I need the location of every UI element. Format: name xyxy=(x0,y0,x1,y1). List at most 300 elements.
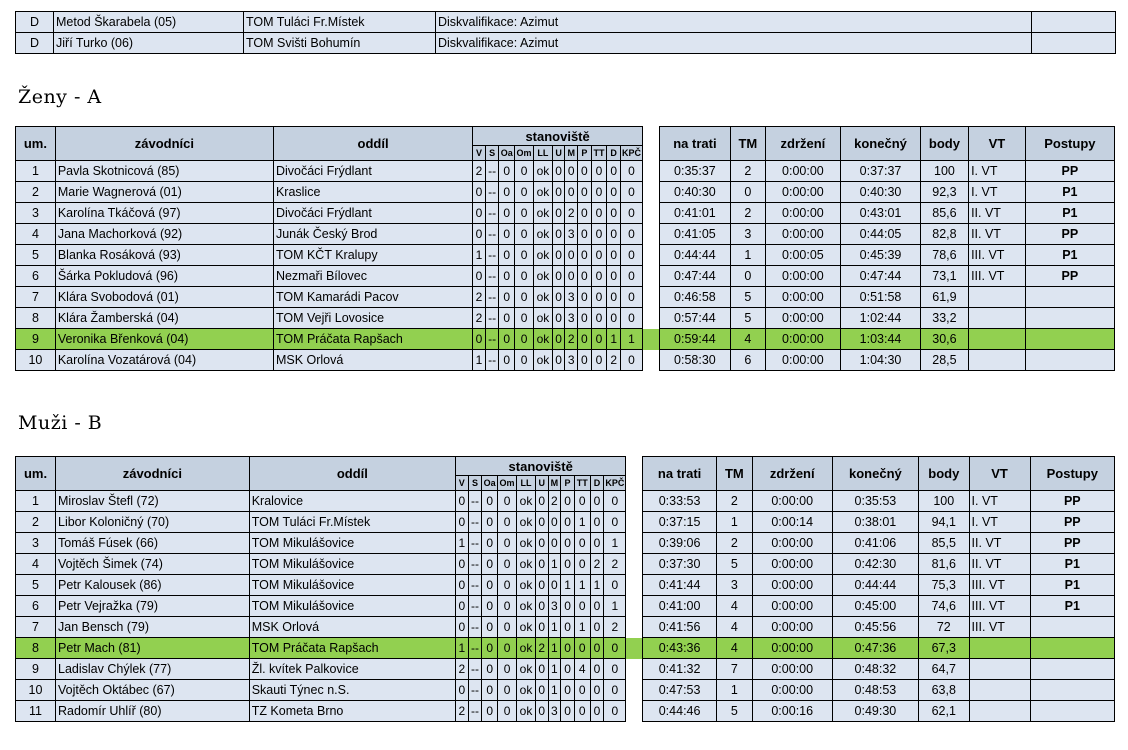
station-cell-d: 0 xyxy=(607,287,621,308)
competitor-cell: Karolína Tkáčová (97) xyxy=(55,203,273,224)
station-cell-m: 0 xyxy=(565,182,578,203)
time-on-course-cell: 0:37:30 xyxy=(643,554,717,575)
station-cell-p: 0 xyxy=(561,491,575,512)
station-cell-v: 0 xyxy=(456,575,469,596)
station-cell-u: 0 xyxy=(552,266,565,287)
club-cell: TOM Mikulášovice xyxy=(249,554,455,575)
station-cell-oa: 0 xyxy=(499,308,515,329)
header-station-ll: LL xyxy=(533,146,552,161)
station-cell-s: -- xyxy=(485,203,499,224)
vt-cell: II. VT xyxy=(969,203,1026,224)
station-cell-kpč: 1 xyxy=(604,533,626,554)
station-cell-kpč: 0 xyxy=(620,287,642,308)
station-cell-ll: ok xyxy=(517,512,536,533)
final-time-cell: 0:47:44 xyxy=(841,266,921,287)
station-cell-oa: 0 xyxy=(482,659,498,680)
gap-cell xyxy=(626,659,643,680)
vt-cell: III. VT xyxy=(969,617,1030,638)
header-konecny: konečný xyxy=(832,457,918,491)
tm-cell: 5 xyxy=(731,287,766,308)
time-on-course-cell: 0:59:44 xyxy=(659,329,730,350)
station-cell-ll: ok xyxy=(533,350,552,371)
competitor-cell: Metod Škarabela (05) xyxy=(54,12,244,33)
delay-cell: 0:00:00 xyxy=(765,308,841,329)
header-um: um. xyxy=(16,127,56,161)
station-cell-tt: 0 xyxy=(591,245,607,266)
station-cell-u: 0 xyxy=(552,161,565,182)
vt-cell: III. VT xyxy=(969,596,1030,617)
station-cell-m: 0 xyxy=(565,266,578,287)
station-cell-m: 0 xyxy=(548,533,561,554)
table-row xyxy=(16,680,1115,701)
station-cell-d: 0 xyxy=(607,203,621,224)
header-station-p: P xyxy=(561,476,575,491)
header-competitor: závodníci xyxy=(55,127,273,161)
station-cell-oa: 0 xyxy=(499,161,515,182)
station-cell-u: 0 xyxy=(552,287,565,308)
station-cell-om: 0 xyxy=(498,638,517,659)
station-cell-v: 0 xyxy=(456,617,469,638)
points-cell: 100 xyxy=(919,491,970,512)
station-cell-v: 0 xyxy=(473,224,486,245)
station-cell-m: 1 xyxy=(548,659,561,680)
club-cell: TOM KČT Kralupy xyxy=(273,245,472,266)
header-gap xyxy=(626,457,643,491)
table-row xyxy=(16,350,1115,371)
header-club: oddíl xyxy=(249,457,455,491)
station-cell-om: 0 xyxy=(515,203,534,224)
vt-cell: I. VT xyxy=(969,491,1030,512)
station-cell-s: -- xyxy=(468,596,482,617)
points-cell: 67,3 xyxy=(919,638,970,659)
station-cell-kpč: 0 xyxy=(620,350,642,371)
station-cell-oa: 0 xyxy=(499,266,515,287)
header-station-d: D xyxy=(590,476,604,491)
vt-cell xyxy=(969,680,1030,701)
delay-cell: 0:00:00 xyxy=(752,575,832,596)
station-cell-tt: 4 xyxy=(574,659,590,680)
delay-cell: 0:00:00 xyxy=(765,266,841,287)
header-tm: TM xyxy=(716,457,752,491)
gap-cell xyxy=(643,182,660,203)
header-station-tt: TT xyxy=(591,146,607,161)
table-row xyxy=(16,308,1115,329)
advance-cell xyxy=(1030,617,1114,638)
vt-cell: I. VT xyxy=(969,512,1030,533)
vt-cell: III. VT xyxy=(969,245,1026,266)
final-time-cell: 1:02:44 xyxy=(841,308,921,329)
points-cell: 30,6 xyxy=(920,329,968,350)
delay-cell: 0:00:00 xyxy=(752,554,832,575)
station-cell-m: 3 xyxy=(565,350,578,371)
station-cell-tt: 0 xyxy=(591,224,607,245)
header-competitor: závodníci xyxy=(56,457,250,491)
gap-cell xyxy=(626,596,643,617)
delay-cell: 0:00:16 xyxy=(752,701,832,722)
delay-cell: 0:00:00 xyxy=(752,617,832,638)
club-cell: TZ Kometa Brno xyxy=(249,701,455,722)
station-cell-oa: 0 xyxy=(499,329,515,350)
advance-cell xyxy=(1025,287,1114,308)
final-time-cell: 0:41:06 xyxy=(832,533,918,554)
header-station-u: U xyxy=(552,146,565,161)
station-cell-s: -- xyxy=(468,659,482,680)
note-cell: Diskvalifikace: Azimut xyxy=(436,12,1032,33)
club-cell: TOM Kamarádi Pacov xyxy=(273,287,472,308)
final-time-cell: 1:03:44 xyxy=(841,329,921,350)
station-cell-v: 2 xyxy=(456,701,469,722)
tm-cell: 1 xyxy=(731,245,766,266)
station-cell-m: 0 xyxy=(565,161,578,182)
station-cell-kpč: 2 xyxy=(604,554,626,575)
station-cell-oa: 0 xyxy=(499,224,515,245)
header-na-trati: na trati xyxy=(659,127,730,161)
results-table-zeny xyxy=(15,126,1115,371)
station-cell-p: 0 xyxy=(561,533,575,554)
station-cell-om: 0 xyxy=(498,659,517,680)
final-time-cell: 0:48:32 xyxy=(832,659,918,680)
rank-cell: 2 xyxy=(16,182,56,203)
station-cell-kpč: 1 xyxy=(620,329,642,350)
station-cell-s: -- xyxy=(485,161,499,182)
station-cell-s: -- xyxy=(485,182,499,203)
station-cell-v: 1 xyxy=(456,638,469,659)
advance-cell: P1 xyxy=(1025,245,1114,266)
station-cell-om: 0 xyxy=(515,329,534,350)
club-cell: Divočáci Frýdlant xyxy=(273,203,472,224)
points-cell: 61,9 xyxy=(920,287,968,308)
rank-cell: 6 xyxy=(16,596,56,617)
station-cell-u: 2 xyxy=(535,638,548,659)
competitor-cell: Vojtěch Oktábec (67) xyxy=(56,680,250,701)
advance-cell: PP xyxy=(1030,533,1114,554)
vt-cell: I. VT xyxy=(969,161,1026,182)
header-zdrzeni: zdržení xyxy=(765,127,841,161)
rank-cell: 4 xyxy=(16,224,56,245)
station-cell-p: 0 xyxy=(578,329,592,350)
header-vt: VT xyxy=(969,457,1030,491)
table-row xyxy=(16,287,1115,308)
tm-cell: 7 xyxy=(716,659,752,680)
station-cell-tt: 0 xyxy=(591,203,607,224)
delay-cell: 0:00:05 xyxy=(765,245,841,266)
advance-cell: PP xyxy=(1025,224,1114,245)
table-row xyxy=(16,329,1115,350)
station-cell-u: 0 xyxy=(535,512,548,533)
points-cell: 100 xyxy=(920,161,968,182)
rank-cell: 1 xyxy=(16,491,56,512)
station-cell-tt: 0 xyxy=(574,638,590,659)
header-station-v: V xyxy=(473,146,486,161)
rank-cell: D xyxy=(16,33,54,54)
table-row xyxy=(16,575,1115,596)
station-cell-d: 0 xyxy=(590,512,604,533)
tm-cell: 1 xyxy=(716,512,752,533)
station-cell-d: 0 xyxy=(607,245,621,266)
header-station-s: S xyxy=(468,476,482,491)
station-cell-d: 0 xyxy=(590,596,604,617)
empty-cell xyxy=(1032,12,1116,33)
station-cell-ll: ok xyxy=(533,182,552,203)
table-row xyxy=(16,701,1115,722)
rank-cell: 8 xyxy=(16,638,56,659)
station-cell-kpč: 0 xyxy=(604,491,626,512)
station-cell-m: 3 xyxy=(565,224,578,245)
station-cell-d: 0 xyxy=(590,659,604,680)
header-station-ll: LL xyxy=(517,476,536,491)
table-row xyxy=(16,659,1115,680)
station-cell-m: 3 xyxy=(548,596,561,617)
vt-cell xyxy=(969,329,1026,350)
table-row xyxy=(16,638,1115,659)
time-on-course-cell: 0:57:44 xyxy=(659,308,730,329)
header-vt: VT xyxy=(969,127,1026,161)
rank-cell: 7 xyxy=(16,617,56,638)
rank-cell: 6 xyxy=(16,266,56,287)
header-stanoviste: stanoviště xyxy=(473,127,643,146)
station-cell-tt: 0 xyxy=(574,596,590,617)
header-station-u: U xyxy=(535,476,548,491)
station-cell-kpč: 0 xyxy=(620,224,642,245)
delay-cell: 0:00:00 xyxy=(752,596,832,617)
delay-cell: 0:00:00 xyxy=(752,638,832,659)
time-on-course-cell: 0:33:53 xyxy=(643,491,717,512)
tm-cell: 3 xyxy=(716,575,752,596)
station-cell-m: 2 xyxy=(565,329,578,350)
station-cell-m: 1 xyxy=(548,617,561,638)
tm-cell: 5 xyxy=(731,308,766,329)
station-cell-u: 0 xyxy=(552,308,565,329)
delay-cell: 0:00:00 xyxy=(765,350,841,371)
tm-cell: 6 xyxy=(731,350,766,371)
competitor-cell: Karolína Vozatárová (04) xyxy=(55,350,273,371)
table-row xyxy=(16,224,1115,245)
final-time-cell: 0:45:00 xyxy=(832,596,918,617)
station-cell-p: 0 xyxy=(561,638,575,659)
competitor-cell: Jan Bensch (79) xyxy=(56,617,250,638)
station-cell-m: 3 xyxy=(548,701,561,722)
station-cell-p: 0 xyxy=(578,287,592,308)
competitor-cell: Klára Žamberská (04) xyxy=(55,308,273,329)
station-cell-kpč: 0 xyxy=(620,245,642,266)
final-time-cell: 0:51:58 xyxy=(841,287,921,308)
time-on-course-cell: 0:41:44 xyxy=(643,575,717,596)
rank-cell: 7 xyxy=(16,287,56,308)
station-cell-d: 1 xyxy=(607,329,621,350)
delay-cell: 0:00:00 xyxy=(765,182,841,203)
points-cell: 75,3 xyxy=(919,575,970,596)
station-cell-v: 0 xyxy=(456,680,469,701)
delay-cell: 0:00:00 xyxy=(765,161,841,182)
final-time-cell: 1:04:30 xyxy=(841,350,921,371)
station-cell-kpč: 0 xyxy=(604,701,626,722)
station-cell-s: -- xyxy=(468,701,482,722)
advance-cell: PP xyxy=(1030,512,1114,533)
header-konecny: konečný xyxy=(841,127,921,161)
station-cell-tt: 0 xyxy=(574,680,590,701)
station-cell-om: 0 xyxy=(515,245,534,266)
station-cell-p: 0 xyxy=(561,512,575,533)
competitor-cell: Petr Kalousek (86) xyxy=(56,575,250,596)
vt-cell: III. VT xyxy=(969,575,1030,596)
station-cell-s: -- xyxy=(485,350,499,371)
header-postupy: Postupy xyxy=(1030,457,1114,491)
gap-cell xyxy=(643,287,660,308)
station-cell-tt: 0 xyxy=(591,308,607,329)
tm-cell: 3 xyxy=(731,224,766,245)
station-cell-kpč: 0 xyxy=(604,575,626,596)
time-on-course-cell: 0:37:15 xyxy=(643,512,717,533)
station-cell-ll: ok xyxy=(517,659,536,680)
station-cell-oa: 0 xyxy=(499,245,515,266)
header-body: body xyxy=(920,127,968,161)
station-cell-m: 0 xyxy=(548,512,561,533)
vt-cell xyxy=(969,350,1026,371)
gap-cell xyxy=(643,161,660,182)
time-on-course-cell: 0:46:58 xyxy=(659,287,730,308)
station-cell-ll: ok xyxy=(533,329,552,350)
header-club: oddíl xyxy=(273,127,472,161)
gap-cell xyxy=(626,575,643,596)
station-cell-om: 0 xyxy=(498,491,517,512)
station-cell-u: 0 xyxy=(535,680,548,701)
header-station-p: P xyxy=(578,146,592,161)
points-cell: 85,5 xyxy=(919,533,970,554)
station-cell-d: 0 xyxy=(590,701,604,722)
competitor-cell: Jiří Turko (06) xyxy=(54,33,244,54)
station-cell-d: 2 xyxy=(590,554,604,575)
time-on-course-cell: 0:47:44 xyxy=(659,266,730,287)
gap-cell xyxy=(626,617,643,638)
final-time-cell: 0:48:53 xyxy=(832,680,918,701)
station-cell-om: 0 xyxy=(515,161,534,182)
advance-cell xyxy=(1030,680,1114,701)
club-cell: Žl. kvítek Palkovice xyxy=(249,659,455,680)
rank-cell: 5 xyxy=(16,575,56,596)
competitor-cell: Petr Mach (81) xyxy=(56,638,250,659)
time-on-course-cell: 0:40:30 xyxy=(659,182,730,203)
table-row xyxy=(16,266,1115,287)
final-time-cell: 0:42:30 xyxy=(832,554,918,575)
rank-cell: 3 xyxy=(16,203,56,224)
final-time-cell: 0:47:36 xyxy=(832,638,918,659)
competitor-cell: Radomír Uhlíř (80) xyxy=(56,701,250,722)
station-cell-kpč: 0 xyxy=(604,638,626,659)
vt-cell xyxy=(969,287,1026,308)
club-cell: MSK Orlová xyxy=(249,617,455,638)
vt-cell xyxy=(969,659,1030,680)
station-cell-kpč: 2 xyxy=(604,617,626,638)
header-station-d: D xyxy=(607,146,621,161)
competitor-cell: Tomáš Fúsek (66) xyxy=(56,533,250,554)
note-cell: Diskvalifikace: Azimut xyxy=(436,33,1032,54)
station-cell-u: 0 xyxy=(552,329,565,350)
station-cell-s: -- xyxy=(468,491,482,512)
station-cell-v: 1 xyxy=(473,245,486,266)
competitor-cell: Blanka Rosáková (93) xyxy=(55,245,273,266)
station-cell-s: -- xyxy=(468,512,482,533)
tm-cell: 4 xyxy=(731,329,766,350)
station-cell-p: 0 xyxy=(561,617,575,638)
delay-cell: 0:00:00 xyxy=(765,287,841,308)
station-cell-v: 0 xyxy=(473,266,486,287)
station-cell-p: 0 xyxy=(578,308,592,329)
station-cell-kpč: 0 xyxy=(604,659,626,680)
station-cell-u: 0 xyxy=(535,491,548,512)
gap-cell xyxy=(626,512,643,533)
station-cell-m: 1 xyxy=(548,638,561,659)
station-cell-u: 0 xyxy=(535,533,548,554)
points-cell: 74,6 xyxy=(919,596,970,617)
station-cell-u: 0 xyxy=(535,596,548,617)
station-cell-oa: 0 xyxy=(482,617,498,638)
club-cell: TOM Práčata Rapšach xyxy=(249,638,455,659)
station-cell-om: 0 xyxy=(515,308,534,329)
advance-cell: P1 xyxy=(1025,182,1114,203)
gap-cell xyxy=(643,203,660,224)
station-cell-om: 0 xyxy=(498,617,517,638)
station-cell-kpč: 0 xyxy=(620,308,642,329)
station-cell-om: 0 xyxy=(498,575,517,596)
time-on-course-cell: 0:43:36 xyxy=(643,638,717,659)
tm-cell: 4 xyxy=(716,617,752,638)
previous-results-table xyxy=(15,11,1116,54)
tm-cell: 0 xyxy=(731,182,766,203)
station-cell-u: 0 xyxy=(552,224,565,245)
club-cell: TOM Mikulášovice xyxy=(249,533,455,554)
advance-cell xyxy=(1025,350,1114,371)
tm-cell: 0 xyxy=(731,266,766,287)
station-cell-tt: 0 xyxy=(591,266,607,287)
rank-cell: 8 xyxy=(16,308,56,329)
vt-cell: I. VT xyxy=(969,182,1026,203)
station-cell-oa: 0 xyxy=(482,533,498,554)
time-on-course-cell: 0:41:00 xyxy=(643,596,717,617)
station-cell-ll: ok xyxy=(533,224,552,245)
advance-cell: P1 xyxy=(1030,554,1114,575)
table-row xyxy=(16,182,1115,203)
final-time-cell: 0:45:39 xyxy=(841,245,921,266)
station-cell-om: 0 xyxy=(498,512,517,533)
station-cell-om: 0 xyxy=(498,596,517,617)
station-cell-u: 0 xyxy=(535,554,548,575)
competitor-cell: Jana Machorková (92) xyxy=(55,224,273,245)
header-station-kpč: KPČ xyxy=(620,146,642,161)
station-cell-ll: ok xyxy=(517,596,536,617)
station-cell-v: 2 xyxy=(473,308,486,329)
station-cell-tt: 0 xyxy=(591,182,607,203)
station-cell-oa: 0 xyxy=(499,182,515,203)
station-cell-ll: ok xyxy=(533,245,552,266)
gap-cell xyxy=(643,329,660,350)
station-cell-s: -- xyxy=(468,533,482,554)
station-cell-u: 0 xyxy=(535,701,548,722)
club-cell: Nezmaři Bílovec xyxy=(273,266,472,287)
club-cell: Junák Český Brod xyxy=(273,224,472,245)
station-cell-d: 1 xyxy=(590,575,604,596)
station-cell-kpč: 0 xyxy=(620,161,642,182)
delay-cell: 0:00:00 xyxy=(765,224,841,245)
station-cell-u: 0 xyxy=(552,350,565,371)
points-cell: 94,1 xyxy=(919,512,970,533)
header-station-m: M xyxy=(565,146,578,161)
station-cell-kpč: 0 xyxy=(604,512,626,533)
header-row xyxy=(16,457,1115,476)
table-row xyxy=(16,161,1115,182)
station-cell-p: 0 xyxy=(561,596,575,617)
rank-cell: 11 xyxy=(16,701,56,722)
header-zdrzeni: zdržení xyxy=(752,457,832,491)
